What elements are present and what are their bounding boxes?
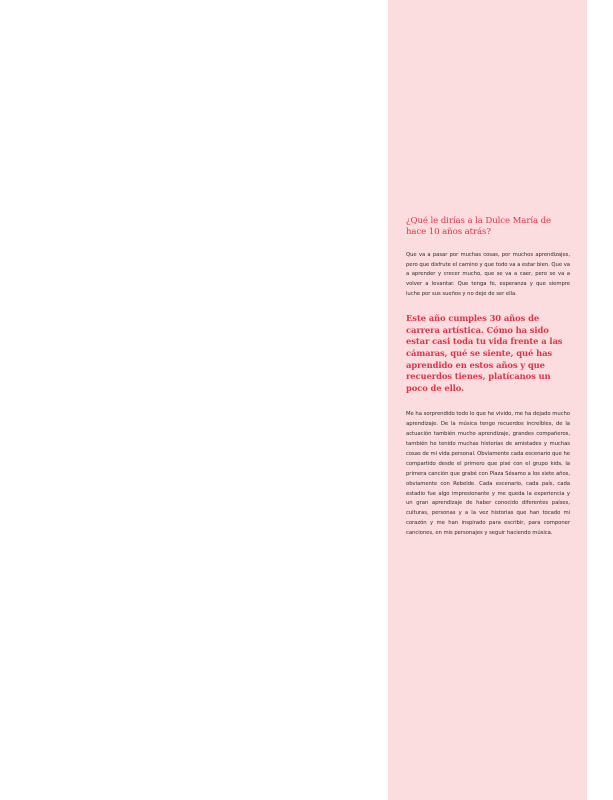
interview-question-2: Este año cumples 30 años de carrera artística. Cómo ha sido estar casi toda tu vida frente a las cámaras, qué se siente, qué has aprendido en estos años y que recuerdos tienes, platícanos un poco de ello. (406, 313, 563, 393)
interview-answer-2: Me ha sorprendido todo lo que he vivido, me ha dejado mucho aprendizaje. De la música tengo recuerdos increíbles, de la actuación también mucho aprendizaje, grandes compañeros, también he tenido muchas historias de amistades y muchas cosas de mi vida personal. Obviamente cada escenario que he compartido desde el primero que pisé con el grupo kids, la primera canción que grabé con Plaza Sésamo a los siete años, obviamente con Rebelde. Cada escenario, cada país, cada estadio fue algo impresionante y me queda la experiencia y un gran aprendizaje de haber conocido diferentes países, culturas, personas y a la vez historias que han tocado mi corazón y me han inspirado para escribir, para componer canciones, en mis personajes y seguir haciendo música. (406, 411, 570, 537)
interview-column (406, 216, 570, 552)
interview-question-1: ¿Qué le dirías a la Dulce María de hace 10 años atrás? (406, 216, 552, 238)
page-margin (587, 0, 613, 800)
interview-answer-1: Que va a pasar por muchas cosas, por muchos aprendizajes, pero que disfrute el camino y que todo va a estar bien. Que va a aprender y crecer mucho, que se va a caer, pero se va a volver a levantar. Que tenga fe, esperanza y que siempre luche por sus sueños y no deje de ser ella. (406, 251, 570, 298)
